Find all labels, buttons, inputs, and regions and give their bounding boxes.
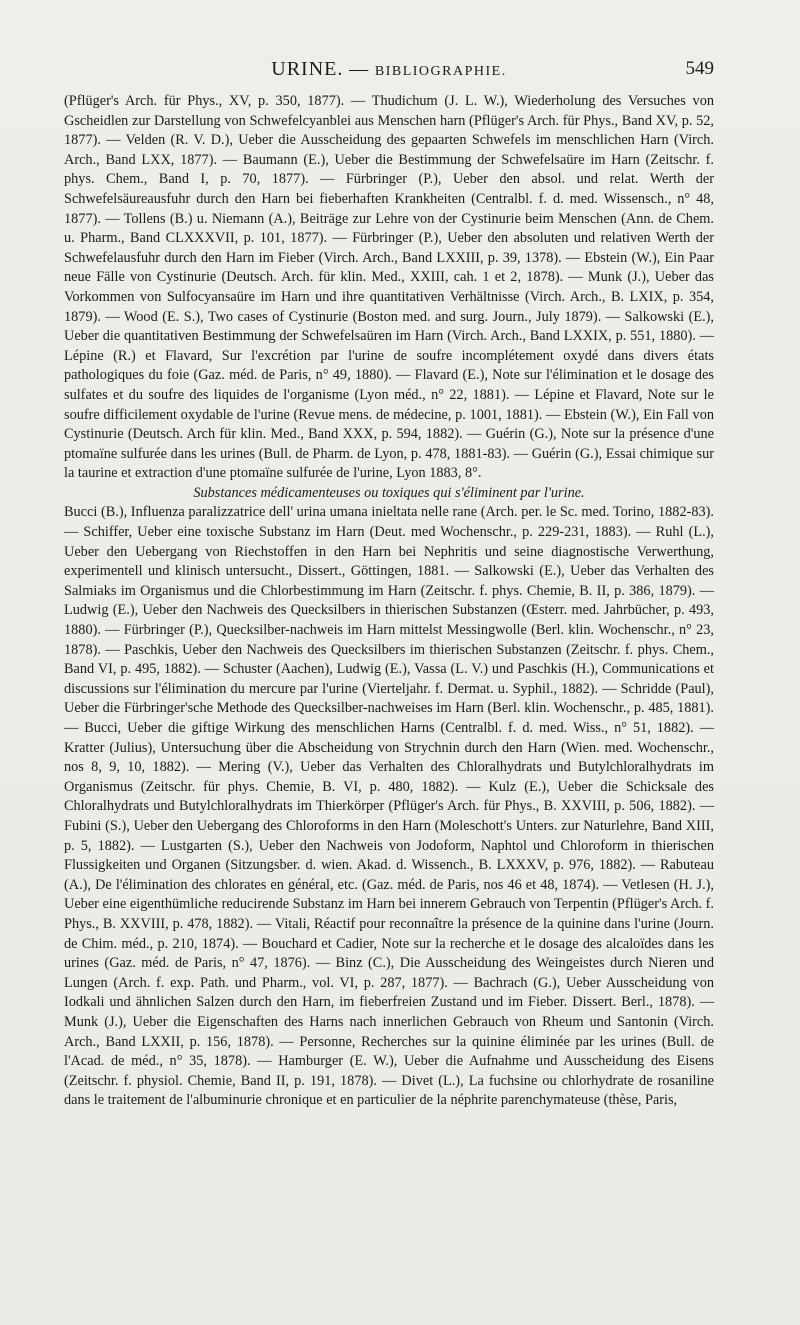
page-number: 549	[685, 58, 714, 79]
bibliography-body	[64, 92, 714, 1111]
header-title-section: BIBLIOGRAPHIE.	[374, 64, 507, 79]
header-title-dash: —	[349, 59, 370, 80]
running-title	[64, 58, 714, 81]
bibliography-paragraph: Bucci (B.), Influenza paralizzatrice dell' urina umana inieltata nelle rane (Arch. per. le Sc. med. Torino, 1882-83). — Schiffer, Ueber eine toxische Substanz im Harn (Deut. med Wochenschr., p. 229-231, 1883). — Ruhl (L.), Ueber den Uebergang von Riechstoffen in den Harn bei Nephritis und seine diagnostische Verwerthung, experimentell und klinisch untersucht., Dissert., Göttingen, 1881. — Salkowski (E.), Ueber das Verhalten des Salmiaks im Organismus und die Chlorbestimmung im Harn (Zeitschr. f. phys. Chemie, B. II, p. 386, 1879). — Ludwig (E.), Ueber den Nachweis des Quecksilbers in thierischen Substanzen (Œsterr. med. Jahrbücher, p. 493, 1880). — Fürbringer (P.), Quecksilber-nachweis im Harn mittelst Messingwolle (Berl. klin. Wochenschr., n° 23, 1878). — Paschkis, Ueber den Nachweis des Quecksilbers im thierischen Substanzen (Zeitschr. f. phys. Chem., Band VI, p. 495, 1882). — Schuster (Aachen), Ludwig (E.), Vassa (L. V.) und Paschkis (H.), Communications et discussions sur l'élimination du mercure par l'urine (Vierteljahr. f. Dermat. u. Syphil., 1882). — Schridde (Paul), Ueber die Fürbringer'sche Methode des Quecksilber-nachweises im Harn (Berl. klin. Wochenschr., p. 485, 1881). — Bucci, Ueber die giftige Wirkung des menschlichen Harns (Centralbl. f. d. med. Wiss., n° 51, 1882). — Kratter (Julius), Untersuchung über die Abscheidung von Strychnin durch den Harn (Wien. med. Wochenschr., nos 8, 9, 10, 1882). — Mering (V.), Ueber das Verhalten des Chloralhydrats und Butylchloralhydrats im Organismus (Zeitschr. für phys. Chemie, B. VI, p. 480, 1882). — Kulz (E.), Ueber die Schicksale des Chloralhydrats und Butylchloralhydrats im Thierkörper (Pflüger's Arch. für Phys., B. XXVIII, p. 506, 1882). — Fubini (S.), Ueber den Uebergang des Chloroforms in den Harn (Moleschott's Unters. zur Naturlehre, Band XIII, p. 5, 1882). — Lustgarten (S.), Ueber den Nachweis von Jodoform, Naphtol und Chloroform in thierischen Flussigkeiten und Organen (Sitzungsber. d. wien. Akad. d. Wissench., B. LXXXV, p. 976, 1882). — Rabuteau (A.), De l'élimination des chlorates en général, etc. (Gaz. méd. de Paris, nos 46 et 48, 1874). — Vetlesen (H. J.), Ueber eine eigenthümliche reducirende Substanz im Harn bei innerem Gebrauch von Terpentin (Pflüger's Arch. f. Phys., B. XXVIII, p. 478, 1882). — Vitali, Réactif pour reconnaître la présence de la quinine dans l'urine (Journ. de Chim. méd., p. 210, 1874). — Bouchard et Cadier, Note sur la recherche et le dosage des alcaloïdes dans les urines (Gaz. méd. de Paris, n° 47, 1876). — Binz (C.), Die Ausscheidung des Weingeistes durch Nieren und Lungen (Arch. f. exp. Path. und Pharm., vol. VI, p. 287, 1877). — Bachrach (G.), Ueber Ausscheidung von Iodkali und ähnlichen Salzen durch den Harn, im fieberfreien Zustand und im Fieber. Dissert. Berl., 1878). — Munk (J.), Ueber die Eigenschaften des Harns nach innerlichen Gebrauch von Rheum und Santonin (Virch. Arch., Band LXXII, p. 156, 1878). — Personne, Recherches sur la quinine éliminée par les urines (Bull. de l'Acad. de méd., n° 35, 1878). — Hamburger (E. W.), Ueber die Aufnahme und Ausscheidung des Eisens (Zeitschr. f. physiol. Chemie, Band II, p. 191, 1878). — Divet (L.), La fuchsine ou chlorhydrate de rosaniline dans le traitement de l'albuminurie chronique et en particulier de la néphrite parenchymateuse (thèse, Paris,	[64, 504, 715, 1109]
section-heading: Substances médicamenteuses ou toxiques qui s'éliminent par l'urine.	[193, 484, 585, 501]
running-header	[64, 58, 714, 86]
bibliography-paragraph: (Pflüger's Arch. für Phys., XV, p. 350, 1877). — Thudichum (J. L. W.), Wiederholung des Versuches von Gscheidlen zur Darstellung von Schwefelcyanblei aus Menschen harn (Pflüger's Arch. für Phys., Band XV, p. 52, 1877). — Velden (R. V. D.), Ueber die Ausscheidung des gepaarten Schwefels im menschlichen Harn (Virch. Arch., Band LXX, 1877). — Baumann (E.), Ueber die Bestimmung der Schwefelsaüre im Harn (Zeitschr. f. phys. Chem., Band I, p. 70, 1877). — Fürbringer (P.), Ueber den absol. und relat. Werth der Schwefelsäureausfuhr durch den Harn bei fieberhaften Krankheiten (Centralbl. f. d. med. Wissensch., n° 48, 1877). — Tollens (B.) u. Niemann (A.), Beiträge zur Lehre von der Cystinurie beim Menschen (Ann. de Chem. u. Pharm., Band CLXXXVII, p. 101, 1877). — Fürbringer (P.), Ueber den absoluten und relativen Werth der Schwefelausfuhr durch den Harn im Fieber (Virch. Arch., Band LXXIII, p. 39, 1378). — Ebstein (W.), Ein Paar neue Fälle von Cystinurie (Deutsch. Arch. für klin. Med., XXIII, cah. 1 et 2, 1878). — Munk (J.), Ueber das Vorkommen von Sulfocyansaüre im Harn und ihre quantitativen Verhältnisse (Virch. Arch., B. LXIX, p. 354, 1879). — Wood (E. S.), Two cases of Cystinurie (Boston med. and surg. Journ., July 1879). — Salkowski (E.), Ueber die quantitativen Bestimmung der Schwefelsaüren im Harn (Virch. Arch., Band LXXIX, p. 551, 1880). — Lépine (R.) et Flavard, Sur l'excrétion par l'urine de soufre incomplétement oxydé dans divers états pathologiques du foie (Gaz. méd. de Paris, n° 49, 1880). — Flavard (E.), Note sur l'élimination et le dosage des sulfates et du soufre des liquides de l'organisme (Lyon méd., n° 22, 1881). — Lépine et Flavard, Note sur le soufre difficilement oxydable de l'urine (Revue mens. de médecine, p. 1001, 1881). — Ebstein (W.), Ein Fall von Cystinurie (Deutsch. Arch für klin. Med., Band XXX, p. 594, 1882). — Guérin (G.), Note sur la présence d'une ptomaïne sulfurée dans les urines (Bull. de Pharm. de Lyon, p. 478, 1881-83). — Guérin (G.), Essai chimique sur la taurine et extraction d'une ptomaïne sulfurée de l'urine, Lyon 1883, 8°.	[64, 93, 714, 482]
header-title-main: URINE.	[271, 58, 344, 80]
